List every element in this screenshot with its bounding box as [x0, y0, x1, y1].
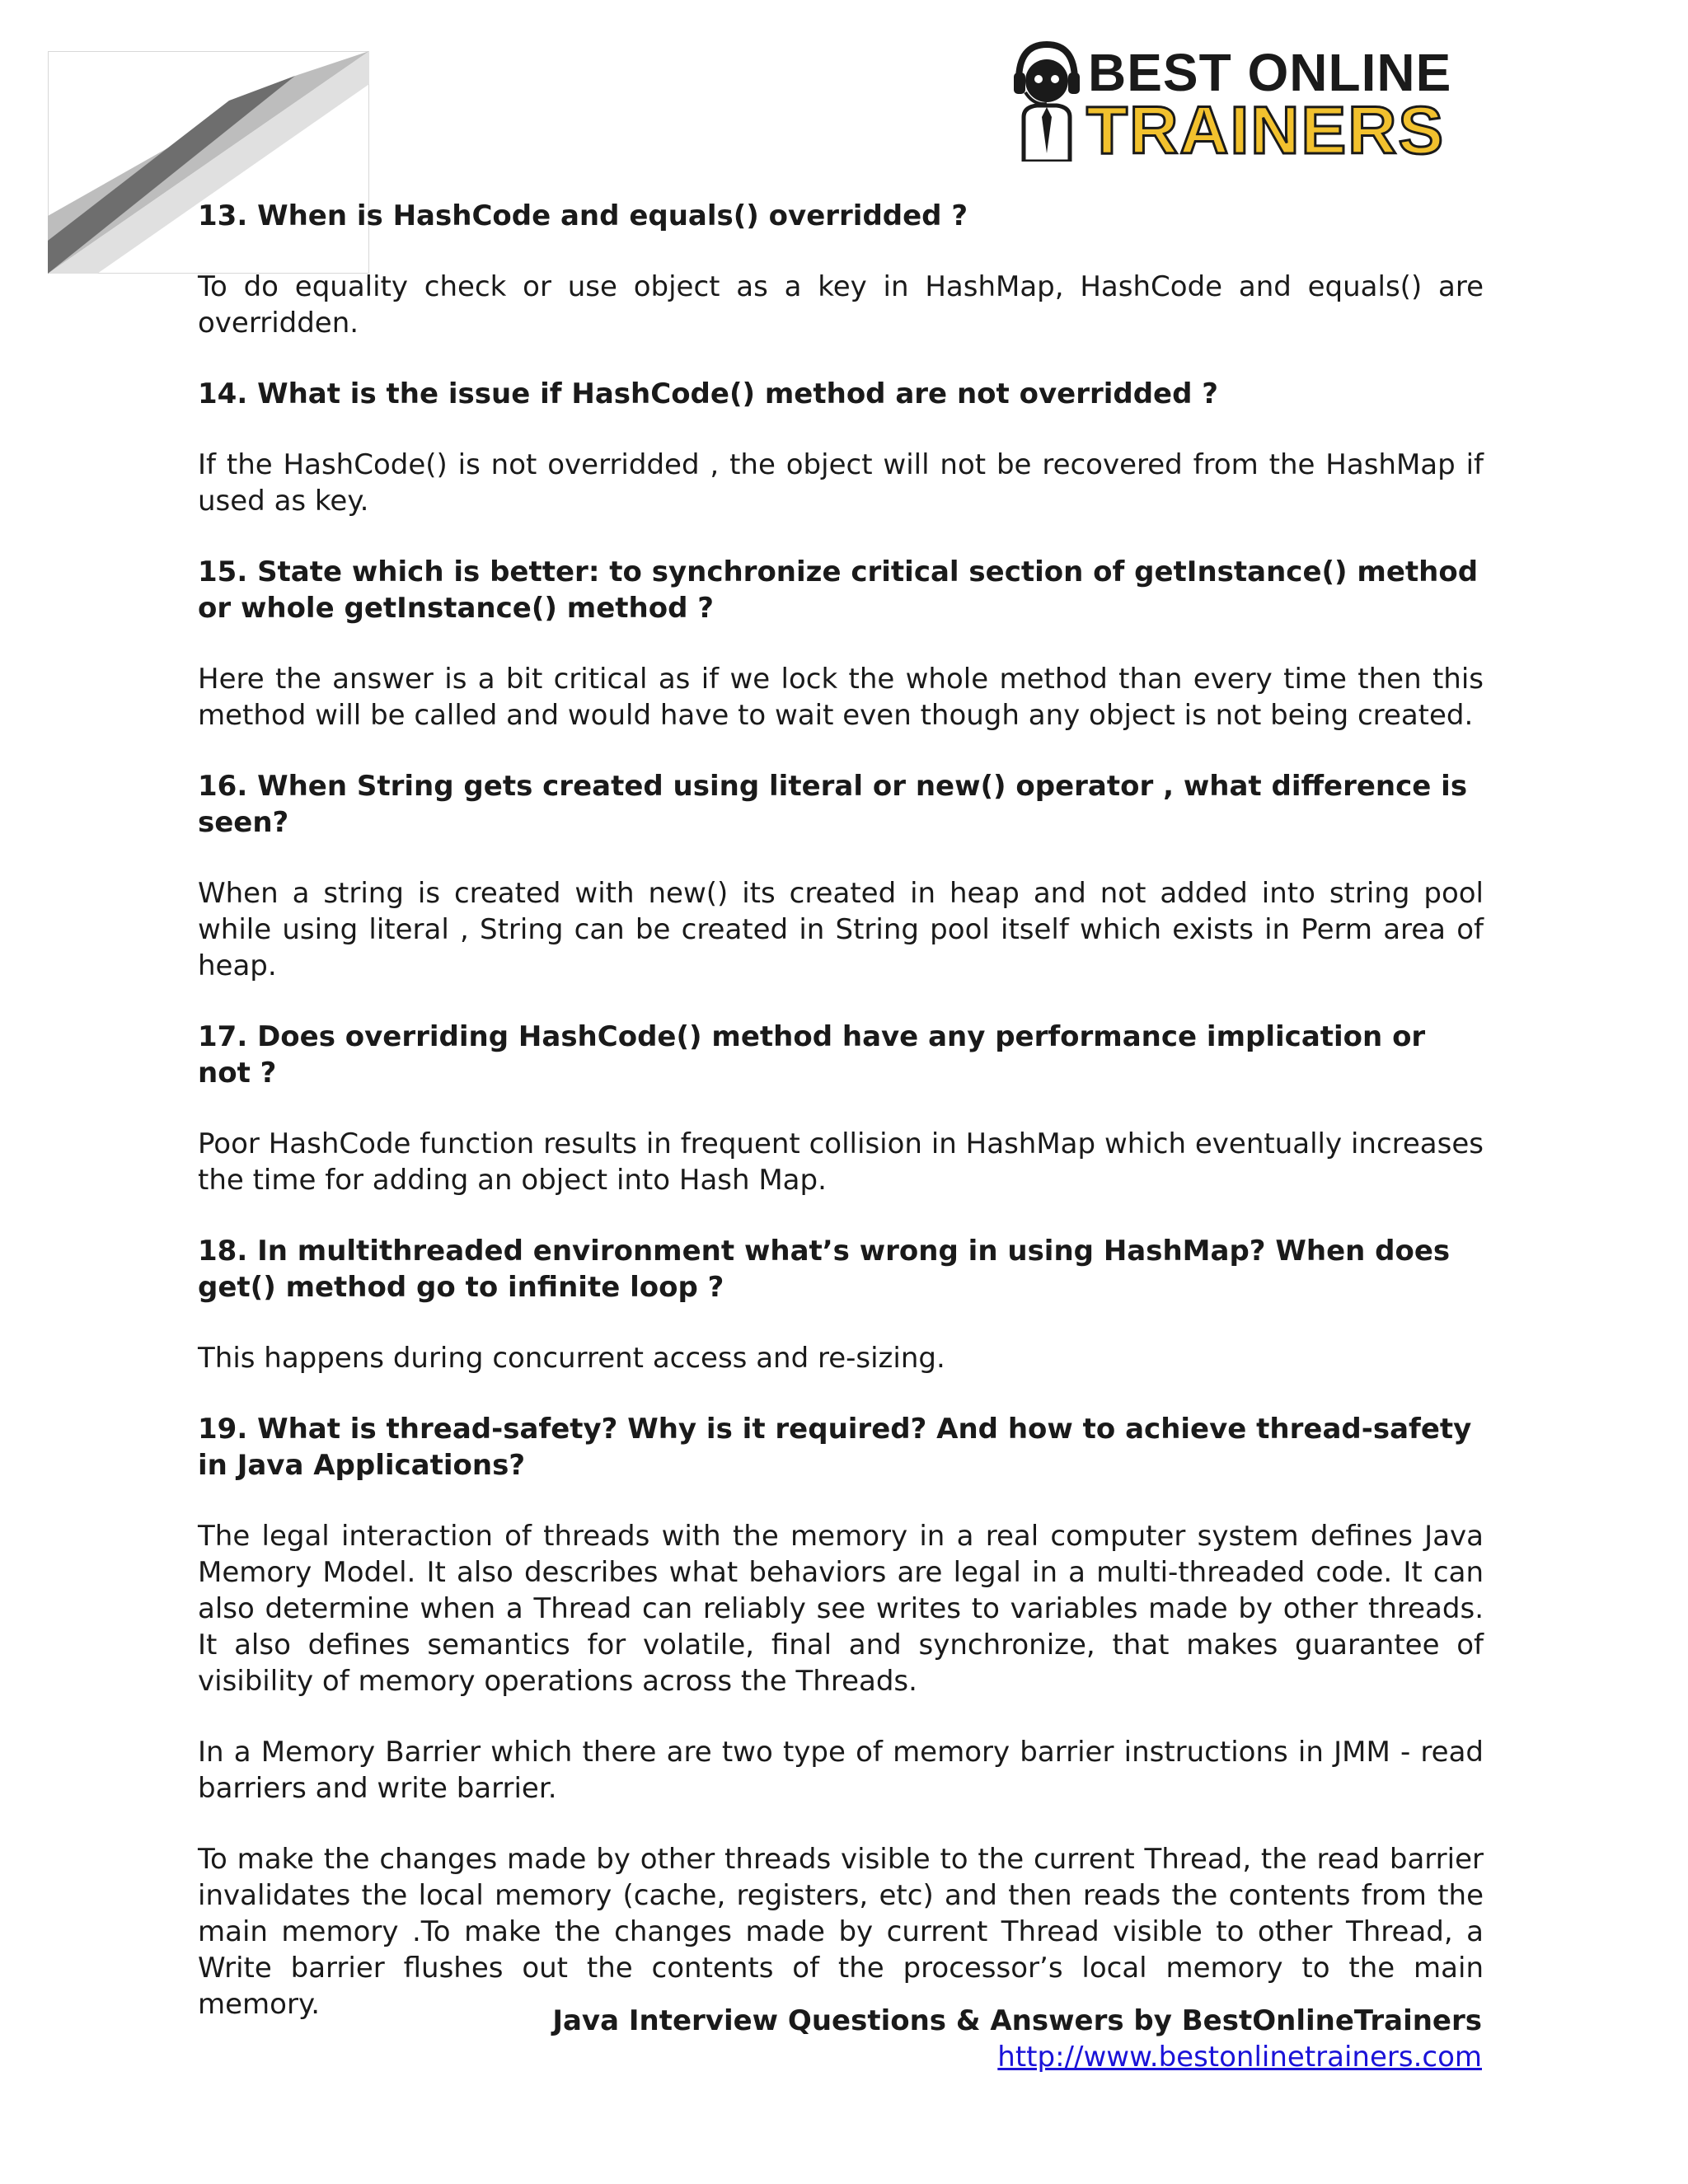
question-heading: 16. When String gets created using literal or new() operator , what difference is seen?: [198, 770, 1468, 839]
document-body: [198, 198, 1484, 2057]
qa-item-19: [198, 1411, 1484, 2022]
answer-paragraph: This happens during concurrent access and re-sizing.: [198, 1342, 945, 1375]
question-heading: 19. What is thread-safety? Why is it required? And how to achieve thread-safety in Java Applications?: [198, 1413, 1472, 1482]
qa-item-15: [198, 554, 1484, 733]
question-heading: 13. When is HashCode and equals() overridded ?: [198, 199, 968, 232]
answer-paragraph: To make the changes made by other threads visible to the current Thread, the read barrier invalidates the local memory (cache, registers, etc) and then reads the contents from the main memory .To make the changes made by current Thread visible to other Thread, a Write barrier flushes out the contents of the processor’s local memory to the main memory.: [198, 1843, 1484, 2021]
trainer-headset-icon: [1012, 38, 1081, 162]
logo-text-best-online: BEST ONLINE: [1088, 43, 1452, 102]
question-heading: 14. What is the issue if HashCode() method are not overridded ?: [198, 377, 1219, 410]
answer-paragraph: To do equality check or use object as a key in HashMap, HashCode and equals() are overridden.: [198, 270, 1484, 340]
qa-item-13: [198, 198, 1484, 341]
answer-paragraph: When a string is created with new() its created in heap and not added into string pool while using literal , String can be created in String pool itself which exists in Perm area of heap.: [198, 877, 1484, 982]
footer-title: Java Interview Questions & Answers by BestOnlineTrainers: [552, 2004, 1482, 2037]
logo-text-trainers: TRAINERS: [1086, 93, 1446, 168]
qa-item-17: [198, 1019, 1484, 1198]
website-link[interactable]: http://www.bestonlinetrainers.com: [997, 2041, 1482, 2074]
answer-paragraph: If the HashCode() is not overridded , the object will not be recovered from the HashMap if used as key.: [198, 448, 1484, 518]
answer-paragraph: In a Memory Barrier which there are two type of memory barrier instructions in JMM - read barriers and write barrier.: [198, 1736, 1484, 1805]
question-heading: 17. Does overriding HashCode() method have any performance implication or not ?: [198, 1020, 1426, 1090]
question-heading: 15. State which is better: to synchronize critical section of getInstance() method or whole getInstance() method ?: [198, 555, 1479, 625]
qa-item-18: [198, 1233, 1484, 1376]
qa-item-16: [198, 768, 1484, 984]
page-footer: [552, 2003, 1482, 2075]
answer-paragraph: The legal interaction of threads with the memory in a real computer system defines Java Memory Model. It also describes what behaviors are legal in a multi-threaded code. It can also determine when a Thread can reliably see writes to variables made by other threads. It also defines semantics for volatile, final and synchronize, that makes guarantee of visibility of memory operations across the Threads.: [198, 1520, 1484, 1698]
answer-paragraph: Poor HashCode function results in frequent collision in HashMap which eventually increases the time for adding an object into Hash Map.: [198, 1127, 1484, 1197]
answer-paragraph: Here the answer is a bit critical as if we lock the whole method than every time then this method will be called and would have to wait even though any object is not being created.: [198, 663, 1484, 732]
brand-logo: [1012, 36, 1507, 168]
question-heading: 18. In multithreaded environment what’s wrong in using HashMap? When does get() method go to infinite loop ?: [198, 1235, 1451, 1304]
qa-item-14: [198, 376, 1484, 519]
